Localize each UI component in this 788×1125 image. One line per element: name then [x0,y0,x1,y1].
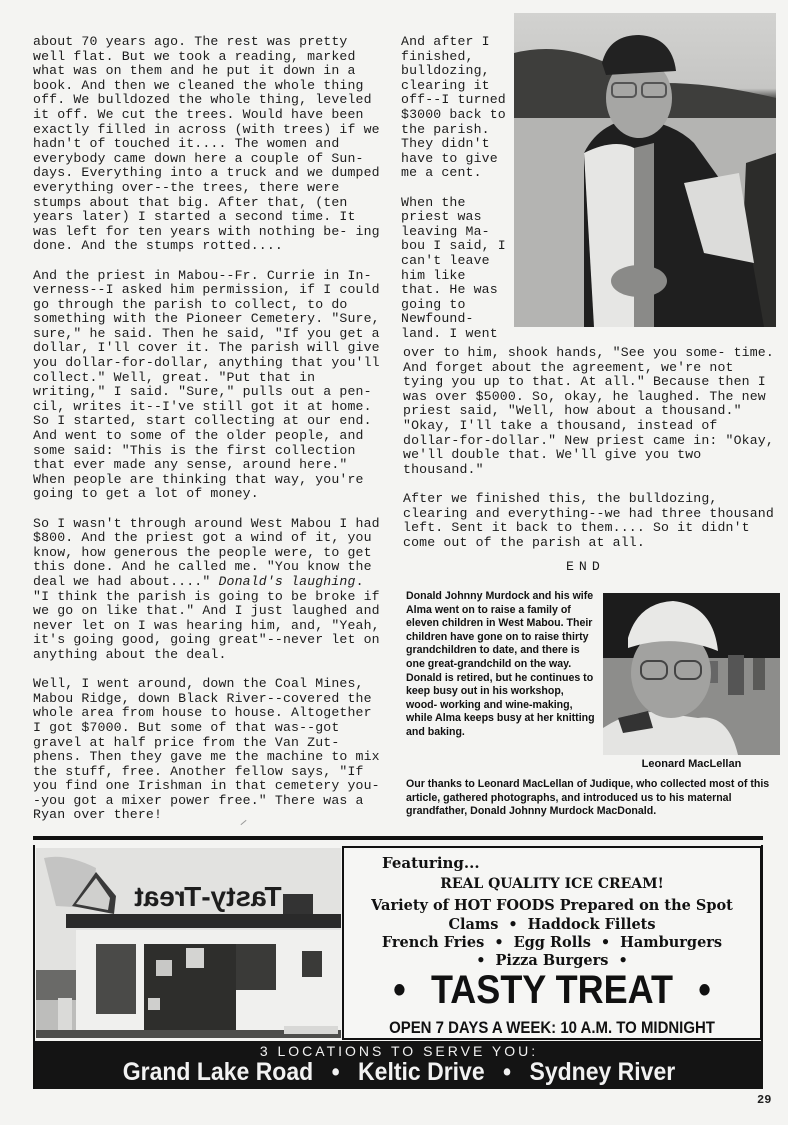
article-right-narrow-column [401,35,509,341]
bullet: • [508,916,518,933]
ad-top-rule [33,836,763,840]
menu-item: Egg Rolls [513,934,591,951]
storefront-illustration [36,848,341,1038]
store-sign [134,881,281,912]
bullet: • [600,934,611,951]
menu-item: Hamburgers [620,934,723,951]
article-left-column [33,35,383,838]
article-paragraph: about 70 years ago. The rest was pretty well flat. But we took a reading, marked what was on them and he put it down in a book. And then we cleaned the whole thing off. We bulldozed the whole thing, leveled it off. We cut the trees. Would have been exactly filled in across (with trees) if we hadn't of touched it.... The women and everybody came down here a couple of Sun- days. Everything into a truck and we dumped everything over--the trees, there were stumps about that big. After that, (ten years later) I started a second time. It was left for ten years with nothing be- ing done. And the stumps rotted.... [33,34,380,254]
menu-item: Pizza Burgers [495,952,609,969]
store-name: TASTY TREAT [430,968,673,1012]
paragraph-text: . "I think the parish is going to be broke if we go on like that." And I just laughed and never let on I was hearing him, and, "Yeah, it's going good, going great"--never let on anything about the deal. [33,573,380,662]
portrait-illustration [603,593,780,755]
bullet: • [476,952,486,969]
bullet: • [503,1058,512,1086]
photo-caption: Leonard MacLellan [641,758,742,770]
page-number: 29 [757,1093,772,1107]
ad-info-box [342,846,762,1040]
bullet: • [618,952,628,969]
article-paragraph [33,517,383,663]
bullet: • [331,1058,340,1086]
menu-item: Clams [448,916,499,933]
paragraph-text: So I wasn't through around West Mabou I had $800. And the priest got a wind of it, you know, how generous the people were, to get this done. And he called me. "You know the deal we had about...." [33,515,380,589]
store-photo [36,848,341,1038]
article-paragraph: After we finished this, the bulldozing, clearing and everything--we had three thousand left. Sent it back to them.... So it didn't come out of the parish at all. [403,490,774,550]
ad-store-name [365,968,739,1013]
family-note: Donald Johnny Murdock and his wife Alma went on to raise a family of eleven children in West Mabou. Their children have gone on to raise thirty grandchildren to date, and there is one great-grandchild on the way. Donald is retired, but he continues to keep busy out in his workshop, wood- working and wine-making, while Alma keeps busy at her knitting and baking. [406,590,595,738]
photo-leonard-maclellan [603,593,780,755]
acknowledgement: Our thanks to Leonard MacLellan of Judique, who collected most of this article, gathered photographs, and introduced us to his maternal grandfather, Donald Johnny Murdock MacDonald. [406,778,770,818]
location: Keltic Drive [358,1058,485,1086]
article-paragraph: over to him, shook hands, "See you some- time. And forget about the agreement, we're not tying you up to that. At all." Because then I was over $5000. So, okay, he laughed. The new priest said, "Well, how about a thousand." "Okay, I'll take a thousand, instead of dollar-for-dollar." New priest came in: "Okay, we'll double that. We'll give you two thousand." [403,345,774,477]
bullet: • [393,968,406,1012]
article-paragraph: And the priest in Mabou--Fr. Currie in In- verness--I asked him permission, if I could go through the parish to collect, to do something with the Pioneer Cemetery. "Sure, sure," he said. Then he said, "If you get a dollar, I'll cover it. The parish will give you dollar-for-dollar, anything that you'll collect." Well, great. "Put that in writing," I said. "Sure," pulls out a pen- cil, writes it--I've still got it at home. So I started, start collecting at our end. And went to some of the older people, and some said: "This is the first collection that ever made any sense, around here." When people are thinking that way, you're going to get a lot of money. [33,267,380,502]
ad-locations-band [35,1041,763,1089]
svg-text:Tasty-Treat: Tasty-Treat [134,881,282,912]
ad-menu-line [344,952,760,969]
locations-heading: 3 LOCATIONS TO SERVE YOU: [259,1043,539,1059]
locations-list [64,1058,734,1087]
bullet: • [494,934,504,951]
article-paragraph: Well, I went around, down the Coal Mines, Mabou Ridge, down Black River--covered the whole area from house to house. Altogether I got $7000. But some of that was--got gravel at half price from the Van Zut- phens. Then they gave me the machine to mix the stuff, free. Another fellow says, "If you find one Irishman in that cemetery you--you got a mixer power free." There was a Ryan over there! [33,676,380,823]
bullet: • [698,968,711,1012]
ad-menu-line [344,916,760,933]
italic-aside: Donald's laughing [218,573,356,589]
menu-item: French Fries [381,934,485,951]
photo-donald-murdock [514,13,776,327]
menu-item: Haddock Fillets [527,916,656,933]
ad-hot-foods: Variety of HOT FOODS Prepared on the Spot [371,897,733,914]
ad-featuring: Featuring... [382,854,480,872]
location: Grand Lake Road [122,1058,314,1086]
ad-hours: OPEN 7 DAYS A WEEK: 10 A.M. TO MIDNIGHT [389,1018,715,1037]
end-mark: END [566,559,605,574]
article-paragraph: And after I finished, bulldozing, clearing it off--I turned $3000 back to the parish. They didn't have to give me a cent. [401,34,506,181]
portrait-illustration [514,13,776,327]
location: Sydney River [529,1058,676,1086]
ad-ice-cream: REAL QUALITY ICE CREAM! [440,876,664,892]
ad-menu-line [344,934,760,951]
article-paragraph: When the priest was leaving Ma- bou I said, I can't leave him like that. He was going to Newfound- land. I went [401,194,506,341]
article-right-wide-column [403,346,778,565]
